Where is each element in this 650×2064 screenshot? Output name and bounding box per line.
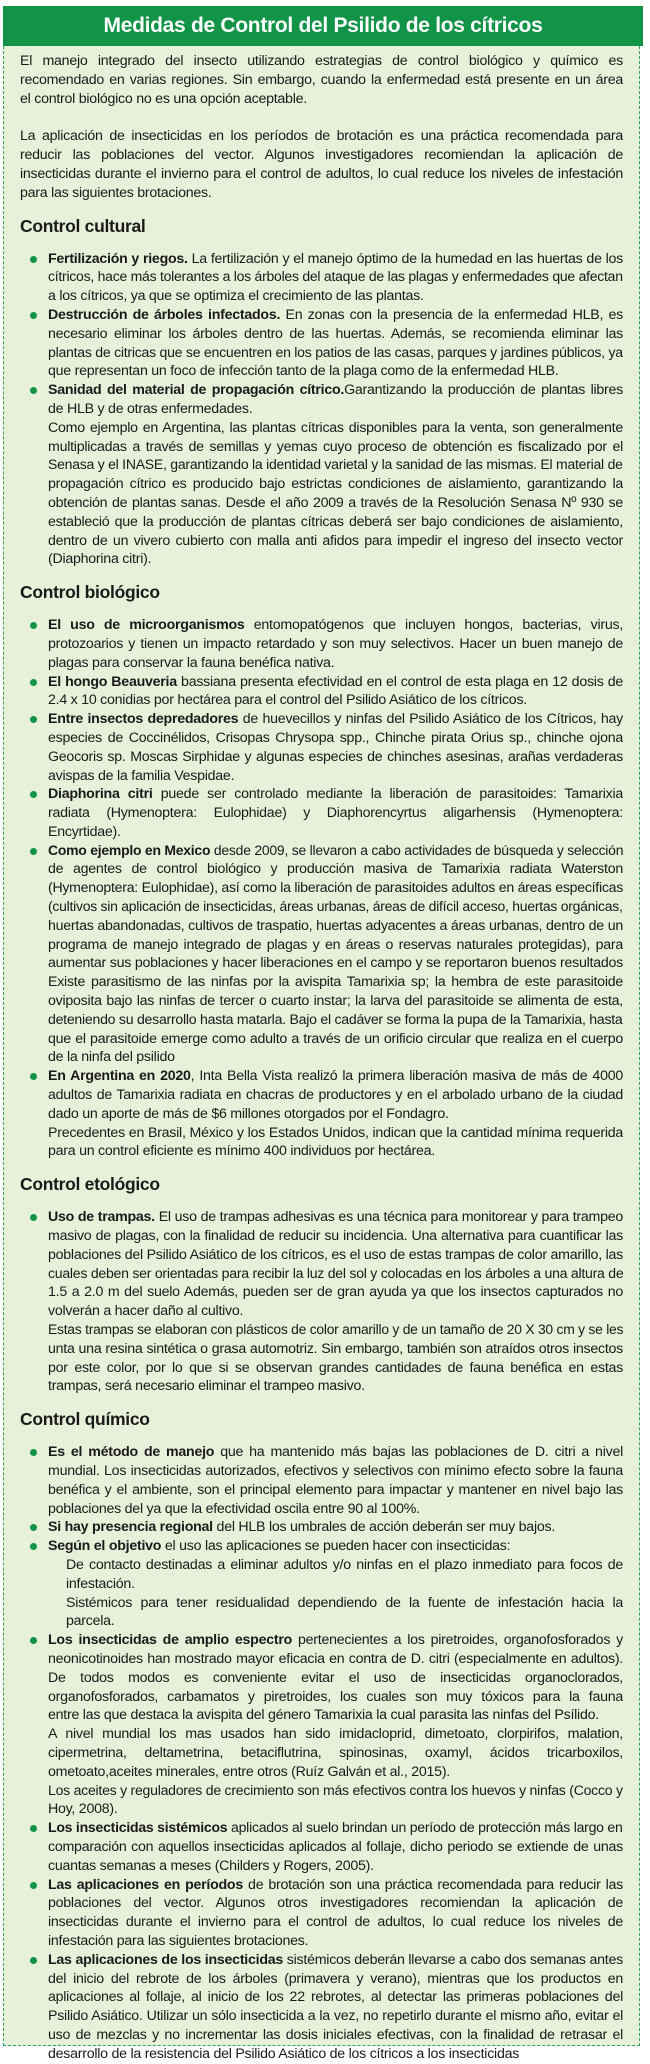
text-line: De contacto destinadas a eliminar adultos y/o ninfas en el plazo inmediato para focos de	[66, 1556, 623, 1573]
text-line: ometoato,aceites minerales, entre otros (Ruíz Galván et al., 2015).	[48, 1763, 450, 1780]
text-line: Senasa y el INASE, garantizando la identidad varietal y la sanidad de las mismas. El material de	[48, 457, 623, 474]
bullet-lead: El hongo Beauveria	[48, 673, 177, 690]
bullet-item	[20, 1443, 623, 1518]
text-line: Como ejemplo en Argentina, las plantas cítricas disponibles para la venta, son generalmente	[48, 419, 623, 436]
text-line: masivo de plagas, con la finalidad de reducir su incidencia. Una alternativa para cuantificar las	[48, 1228, 623, 1245]
text-line: deteniendo su desarrollo hasta matarla. Bajo el cadáver se forma la pupa de la Tamarixia, hasta	[48, 1011, 623, 1028]
text-line: multiplicadas a través de semillas y yemas cuyo proceso de obtención es fiscalizado por el	[48, 438, 623, 455]
text-line: desarrollo de la resistencia del Psilido Asiático de los cítricos a los insecticidas	[48, 2045, 520, 2062]
bullet-lead: Los insecticidas sistémicos	[48, 1820, 228, 1837]
text-line: organofosforados, carbamatos y piretroides, los cuales son muy tóxicos para la fauna	[48, 1688, 623, 1705]
content-body	[20, 52, 623, 2064]
section-control-cultural	[20, 203, 623, 570]
section-control-biologico	[20, 569, 623, 1161]
bullet-lead: Diaphorina citri	[48, 786, 153, 803]
text-line: Según el objetivo el uso las aplicaciones se pueden hacer con insecticidas:	[48, 1538, 511, 1555]
bullet-dot-icon	[30, 1449, 37, 1456]
bullet-lead: Si hay presencia regional	[48, 1519, 213, 1536]
text-line: de agentes de control biológico y producción masiva de Tamarixia radiata Waterston	[48, 861, 623, 878]
text-line: Como ejemplo en Mexico desde 2009, se llevaron a cabo actividades de búsqueda y selección	[48, 842, 623, 859]
page-title: Medidas de Control del Psilido de los cítricos	[103, 14, 543, 37]
text-line: benéfica y el ambiente, son el principal elemento para impactar y mantener en nivel bajo las	[48, 1481, 623, 1498]
bullet-dot-icon	[30, 387, 37, 394]
text-line: El uso de microorganismos entomopatógenos que incluyen hongos, bacterias, virus,	[48, 617, 623, 634]
bullet-dot-icon	[30, 1882, 37, 1889]
text-line: El manejo integrado del insecto utilizando estrategias de control biológico y químico es	[20, 53, 623, 69]
text-line: adultos de Tamarixia radiata en chacras de productores y en el arbolado urbano de la ciudad	[48, 1087, 623, 1104]
text-line: de la ninfa del psilido	[48, 1049, 175, 1066]
bullet-lead: Como ejemplo en Mexico	[48, 842, 211, 859]
text-line: Uso de trampas. El uso de trampas adhesivas es una técnica para monitorear y para trampeo	[48, 1209, 623, 1226]
sub-item	[48, 1556, 623, 1594]
bullet-lead: Los insecticidas de amplio espectro	[48, 1632, 293, 1649]
text-line: trampas, será necesario eliminar el trampeo masivo.	[48, 1378, 365, 1395]
text-line: volverán a hacer daño al cultivo.	[48, 1303, 244, 1320]
text-line: que el parasitoide emerge como adulto a través de un orificio circular que realiza en el cuerpo	[48, 1030, 623, 1047]
content-box	[3, 46, 640, 2062]
text-line: cítricos, hace más tolerantes a los árboles del ataque de las plagas y enfermedades que afectan	[48, 269, 623, 286]
text-line: Los insecticidas de amplio espectro pertenecientes a los piretroides, organofosforados y	[48, 1632, 623, 1649]
text-line: poblaciones del ya que la efectividad oscila entre 90 al 100%.	[48, 1500, 420, 1517]
text-line: cuales deben ser orientadas para recibir la luz del sol y colocadas en los árboles a una altura de	[48, 1265, 623, 1282]
text-line: programa de manejo integrado de plagas y en áreas o reservas naturales protegidas), para	[48, 936, 623, 953]
text-line: oviposita bajo las ninfas de tercer o cuarto instar; la larva del parasitoide se alimenta de esta,	[48, 993, 623, 1010]
bullet-lead: Es el método de manejo	[48, 1444, 215, 1461]
bullet-item	[20, 306, 623, 381]
section-heading: Control biológico	[20, 582, 160, 603]
bullet-item	[20, 616, 623, 672]
text-line: comparación con aquellos insecticidas aplicados al follaje, dicho periodo se extiende de unas	[48, 1838, 623, 1855]
text-line: Los insecticidas sistémicos aplicados al suelo brindan un período de protección más largo en	[48, 1820, 623, 1837]
bullet-item	[20, 1208, 623, 1396]
text-line: Sanidad del material de propagación cítrico.Garantizando la producción de plantas libres	[48, 382, 623, 399]
text-line: De todos modos es conveniente evitar el uso de insecticidas organoclorados,	[48, 1669, 623, 1686]
text-line: avispas de la familia Vespidae.	[48, 767, 235, 784]
text-line: 1.5 a 2.0 m del suelo Además, pueden ser de gran ayuda ya que los insectos capturados no	[48, 1284, 623, 1301]
bullet-dot-icon	[30, 1214, 37, 1221]
text-line: estableció que la producción de plantas cítricas deberá ser bajo condiciones de aislamiento,	[48, 513, 623, 530]
bullet-lead: Entre insectos depredadores	[48, 711, 239, 728]
text-line: parcela.	[66, 1613, 115, 1630]
text-line: el control biológico no es una opción aceptable.	[20, 90, 307, 107]
text-line: Es el método de manejo que ha mantenido más bajas las poblaciones de D. citri a nivel	[48, 1444, 623, 1461]
text-line: mundial. Los insecticidas autorizados, efectivos y selectivos con mínimo efecto sobre la fauna	[48, 1463, 623, 1479]
bullet-dot-icon	[30, 1957, 37, 1964]
text-line: radiata (Hymenoptera: Eulophidae) y Diaphorencyrtus aligarhensis (Hymenoptera:	[48, 805, 623, 822]
bullet-lead: Uso de trampas.	[48, 1209, 155, 1226]
text-line: (Hymenoptera: Eulophidae), así como la liberación de parasitoides adultos en áreas específicas	[48, 880, 623, 897]
text-line: (Diaphorina citri).	[48, 551, 152, 568]
section-control-quimico	[20, 1396, 623, 2063]
text-line: En Argentina en 2020, Inta Bella Vista realizó la primera liberación masiva de más de 4000	[48, 1068, 623, 1085]
text-line: unta una resina sintética o grasa automotriz. Sin embargo, también son atraídos otros insectos	[48, 1340, 623, 1357]
text-line: para un control eficiente es mínimo 400 individuos por hectárea.	[48, 1143, 435, 1160]
text-line: infestación para las siguientes brotaciones.	[48, 1932, 309, 1949]
text-line: El hongo Beauveria bassiana presenta efectividad en el control de esta plaga en 12 dosis de	[48, 673, 623, 690]
text-line: Sistémicos para tener residualidad dependiendo de la fuente de infestación hacia la	[66, 1594, 623, 1611]
text-line: especies de Coccinélidos, Crisopas Chrysopa spp., Chinche pirata Orius sp., chinche ojona	[48, 729, 623, 746]
text-line: (cultivos sin aplicación de insecticidas, áreas urbanas, áreas de difícil acceso, huertas orgánicas,	[48, 899, 623, 916]
section-heading: Control químico	[20, 1409, 150, 1430]
bullet-dot-icon	[30, 791, 37, 798]
text-line: del inicio del rebrote de los árboles (primavera y verano), mientras que los productos en	[48, 1970, 623, 1987]
bullet-item	[20, 250, 623, 306]
bullet-dot-icon	[30, 1825, 37, 1832]
text-line: Precedentes en Brasil, México y los Estados Unidos, indican que la cantidad mínima requerida	[48, 1124, 623, 1141]
bullet-lead: Las aplicaciones en períodos	[48, 1876, 243, 1893]
text-line: poblaciones del Psilido Asiático de los cítricos, es el uso de estas trampas de color amarillo, las	[48, 1246, 623, 1263]
text-line: 2.4 x 10 conidias por hectárea para el control del Psilido Asiático de los cítricos.	[48, 692, 527, 709]
text-line: propagación cítrico es producido bajo estrictas condiciones de aislamiento, garantizando la	[48, 476, 623, 493]
text-line: A nivel mundial los mas usados han sido imidacloprid, dimetoato, clorpirifos, malation,	[48, 1726, 623, 1743]
text-line: La aplicación de insecticidas en los períodos de brotación es una práctica recomendada para	[20, 128, 623, 145]
bullet-lead: El uso de microorganismos	[48, 617, 245, 634]
text-line: Las aplicaciones de los insecticidas sistémicos deberán llevarse a cabo dos semanas antes	[48, 1951, 623, 1968]
text-line: cuantas semanas a meses (Childers y Rogers, 2005).	[48, 1857, 374, 1874]
intro-paragraph	[20, 52, 623, 108]
bullet-item	[20, 1518, 623, 1537]
paragraph-gap	[20, 108, 623, 127]
bullet-lead: Fertilización y riegos.	[48, 250, 188, 267]
bullet-dot-icon	[30, 848, 37, 855]
text-line: insecticidas durante el invierno para el control de adultos, lo cual reduce los niveles de	[48, 1914, 623, 1931]
text-line: Las aplicaciones en períodos de brotación son una práctica recomendada para reducir las	[48, 1876, 623, 1893]
bullet-lead: Las aplicaciones de los insecticidas	[48, 1951, 284, 1968]
bullet-dot-icon	[30, 312, 37, 319]
text-line: Estas trampas se elaboran con plásticos de color amarillo y de un tamaño de 20 X 30 cm y se les	[48, 1322, 623, 1339]
bullet-lead: Según el objetivo	[48, 1538, 162, 1555]
text-line: infestación.	[66, 1575, 135, 1592]
bullet-lead: Destrucción de árboles infectados.	[48, 306, 281, 323]
bullet-dot-icon	[30, 1524, 37, 1531]
text-line: aumentar sus poblaciones y hacer liberaciones en el campo y se reportaron buenos resultados	[48, 955, 623, 972]
text-line: plantas de citricas que se encuentren en los patios de las casas, parques y jardines públicos, ya	[48, 344, 623, 361]
bullet-dot-icon	[30, 1073, 37, 1080]
text-line: Hoy, 2008).	[48, 1801, 118, 1818]
text-line: que representan un foco de infección tanto de la plaga como de la enfermedad HLB.	[48, 363, 559, 380]
text-line: neonicotinoides han mostrado mayor eficacia en contra de D. citri (especialmente en adultos).	[48, 1650, 623, 1667]
text-line: Si hay presencia regional del HLB los umbrales de acción deberán ser muy bajos.	[48, 1519, 556, 1536]
bullet-item	[20, 1951, 623, 2064]
text-line: cipermetrina, deltametrina, betaciflutrina, spinosinas, oxamyl, ácidos tricarboxilos,	[48, 1744, 623, 1761]
text-line: obtención de plantas sanas. Desde el año 2009 a través de la Resolución Senasa Nº 930 se	[48, 494, 623, 511]
bullet-dot-icon	[30, 716, 37, 723]
text-line: Geocoris sp. Moscas Sirphidae y algunas especies de chinches asesinas, arañas verdaderas	[48, 748, 623, 765]
section-control-etologico	[20, 1161, 623, 1396]
bullet-dot-icon	[30, 622, 37, 629]
text-line: de HLB y de otras enfermedades.	[48, 400, 253, 417]
page-header	[3, 6, 643, 46]
intro-paragraph	[20, 127, 623, 202]
sub-item	[48, 1594, 623, 1632]
bullet-item	[20, 1537, 623, 1631]
text-line: aplicaciones al follaje, al inicio de los 22 rebrotes, al detectar las primeras poblaciones del	[48, 1989, 623, 2006]
text-line: para las siguientes brotaciones.	[20, 184, 212, 201]
bullet-lead: En Argentina en 2020	[48, 1068, 191, 1085]
text-line: recomendado en varias regiones. Sin embargo, cuando la enfermedad está presente en un área	[20, 71, 623, 88]
bullet-dot-icon	[30, 256, 37, 263]
bullet-item	[20, 1067, 623, 1161]
text-line: Entre insectos depredadores de huevecillos y ninfas del Psilido Asiático de los Cítricos, hay	[48, 711, 623, 728]
text-line: Los aceites y reguladores de crecimiento son más efectivos contra los huevos y ninfas (Cocco y	[48, 1782, 623, 1799]
text-line: Encyrtidae).	[48, 823, 121, 840]
text-line: Fertilización y riegos. La fertilización y el manejo óptimo de la humedad en las huertas de los	[48, 250, 623, 267]
text-line: Psilido Asiático. Utilizar un sólo insecticida a la vez, no repetirlo durante el mismo año, evitar el	[48, 2008, 623, 2025]
text-line: Diaphorina citri puede ser controlado mediante la liberación de parasitoides: Tamarixia	[48, 786, 623, 803]
bullet-item	[20, 381, 623, 569]
section-heading: Control cultural	[20, 215, 146, 236]
bullet-item	[20, 673, 623, 711]
text-line: protozoarios y tienen un impacto retardado y son muy selectivos. Hacer un buen manejo de	[48, 635, 623, 652]
text-line: plagas para conservar la fauna benéfica nativa.	[48, 654, 335, 671]
text-line: dentro de un vivero cubierto con malla anti afidos para impedir el ingreso del insecto vector	[48, 532, 623, 549]
bullet-item	[20, 842, 623, 1068]
bullet-item	[20, 785, 623, 841]
text-line: dado un aporte de más de $6 millones otorgados por el Fondagro.	[48, 1105, 449, 1122]
bullet-item	[20, 1631, 623, 1819]
bullet-dot-icon	[30, 1543, 37, 1550]
text-line: entre las que destaca la avispita del género Tamarixia la cual parasita las ninfas del Psílido.	[48, 1707, 599, 1724]
bullet-lead: Sanidad del material de propagación cítrico.	[48, 382, 345, 399]
text-line: poblaciones del vector. Algunos otros investigadores recomiendan la aplicación de	[48, 1895, 623, 1912]
bullet-dot-icon	[30, 1637, 37, 1644]
text-line: por este color, por lo que si se observan grandes cantidades de fauna benéfica en estas	[48, 1359, 623, 1376]
text-line: a los cítricos, ya que se optimiza el crecimiento de las plantas.	[48, 288, 424, 305]
bullet-item	[20, 1819, 623, 1875]
text-line: Existe parasitismo de las ninfas por la avispita Tamarixia sp; la hembra de este parasitoide	[48, 974, 623, 991]
text-line: necesario eliminar los árboles dentro de las huertas. Además, se recomienda eliminar las	[48, 325, 623, 342]
text-line: insecticidas durante el invierno para el control de adultos, lo cual reduce los niveles de infestación	[20, 165, 623, 182]
bullet-item	[20, 710, 623, 785]
bullet-dot-icon	[30, 679, 37, 686]
text-line: Destrucción de árboles infectados. En zonas con la presencia de la enfermedad HLB, es	[48, 306, 623, 323]
text-line: huertas abandonadas, cultivos de traspatio, huertas adyacentes a áreas urbanas, dentro de un	[48, 917, 623, 934]
text-line: reducir las poblaciones del vector. Algunos investigadores recomiendan la aplicación de	[20, 147, 623, 164]
bullet-item	[20, 1876, 623, 1951]
section-heading: Control etológico	[20, 1174, 160, 1195]
text-line: uso de mezclas y no incrementar las dosis iniciales efectivas, con la finalidad de retrasar el	[48, 2026, 623, 2043]
